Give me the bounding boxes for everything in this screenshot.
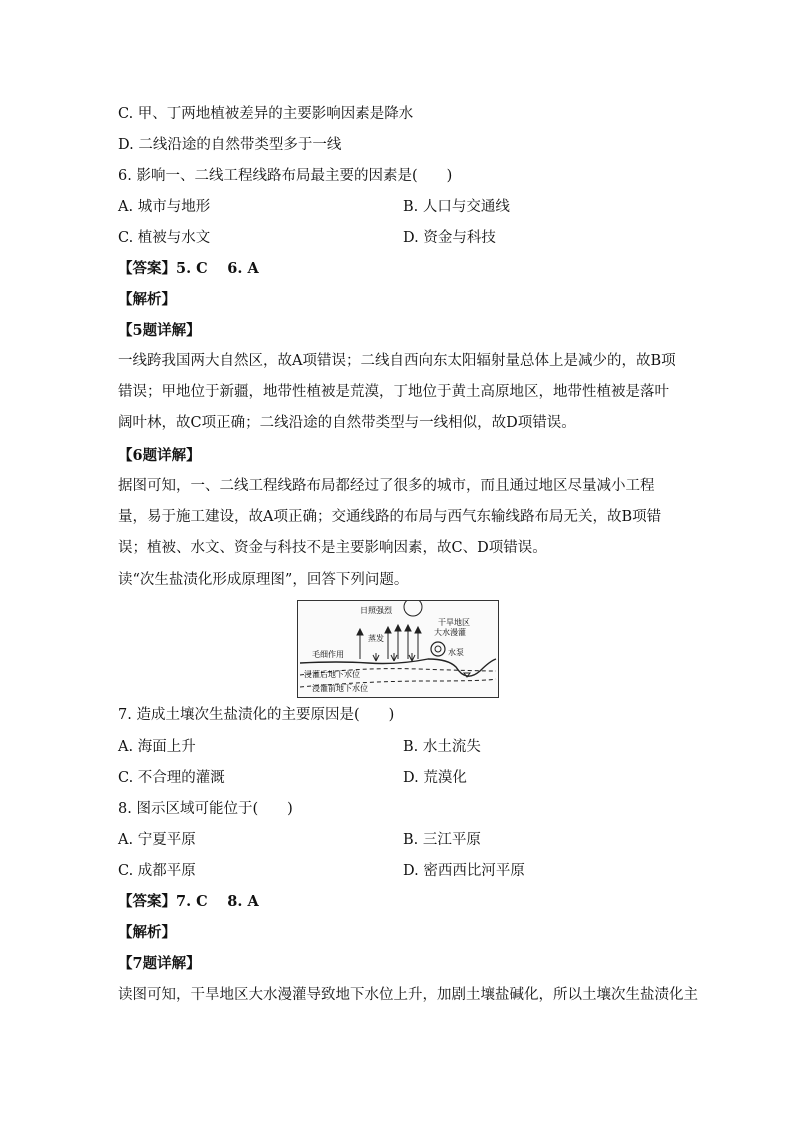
- q8-stem: 8. 图示区域可能位于( ): [118, 801, 293, 817]
- q5-option-c: C. 甲、丁两地植被差异的主要影响因素是降水: [118, 106, 414, 122]
- q7-option-c: C. 不合理的灌溉: [118, 770, 225, 786]
- q6-option-b: B. 人口与交通线: [403, 199, 510, 215]
- detail-7-heading: 【7题详解】: [118, 955, 201, 972]
- detail-5-text: 一线跨我国两大自然区，故A项错误；二线自西向东太阳辐射量总体上是减少的，故B项错误；甲地位于新疆，地带性植被是荒漠，丁地位于黄土高原地区，地带性植被是落叶阔叶林，故C项正确；二线沿途的自然带类型与一线相似，故D项错误。: [118, 353, 676, 431]
- label-evap: 蒸发: [368, 634, 384, 643]
- label-before: 浸灌前地下水位: [312, 684, 368, 693]
- salinization-diagram-svg: [298, 601, 498, 697]
- label-drought: 干旱地区: [438, 618, 470, 627]
- q8-option-b: B. 三江平原: [403, 832, 481, 848]
- label-after: 浸灌后地下水位: [304, 670, 360, 679]
- q6-option-d: D. 资金与科技: [403, 230, 496, 246]
- q7-option-b: B. 水土流失: [403, 739, 481, 755]
- pump-icon: [431, 642, 445, 656]
- label-capillary: 毛细作用: [312, 650, 344, 659]
- label-flood: 大水漫灌: [434, 628, 466, 637]
- answer-5-6: 【答案】5. C 6. A: [118, 260, 259, 277]
- answer-7-8: 【答案】7. C 8. A: [118, 893, 259, 910]
- crop-icons: [373, 653, 415, 661]
- q7-option-a: A. 海面上升: [118, 739, 196, 755]
- q8-option-a: A. 宁夏平原: [118, 832, 196, 848]
- evaporation-arrows: [357, 625, 421, 659]
- detail-6-text: 据图可知，一、二线工程线路布局都经过了很多的城市，而且通过地区尽量减小工程量，易于施工建设，故A项正确；交通线路的布局与西气东输线路布局无关，故B项错误；植被、水文、资金与科技不是主要影响因素，故C、D项错误。: [118, 478, 662, 556]
- q8-option-c: C. 成都平原: [118, 863, 196, 879]
- detail-5-heading: 【5题详解】: [118, 322, 201, 339]
- q6-option-a: A. 城市与地形: [118, 199, 211, 215]
- salinization-diagram: [297, 600, 499, 698]
- detail-6-heading: 【6题详解】: [118, 447, 201, 464]
- label-pump: 水泵: [448, 648, 464, 657]
- pump-inner-icon: [435, 646, 441, 652]
- analysis-label: 【解析】: [118, 291, 176, 308]
- intro-7-8: 读“次生盐渍化形成原理图”，回答下列问题。: [118, 572, 409, 588]
- q6-option-c: C. 植被与水文: [118, 230, 211, 246]
- q6-stem: 6. 影响一、二线工程线路布局最主要的因素是( ): [118, 168, 453, 184]
- label-sun: 日照强烈: [360, 606, 392, 615]
- q5-option-d: D. 二线沿途的自然带类型多于一线: [118, 137, 342, 153]
- q8-option-d: D. 密西西比河平原: [403, 863, 525, 879]
- q7-stem: 7. 造成土壤次生盐渍化的主要原因是( ): [118, 707, 395, 723]
- q7-option-d: D. 荒漠化: [403, 770, 467, 786]
- detail-7-text: 读图可知，干旱地区大水漫灌导致地下水位上升，加剧土壤盐碱化，所以土壤次生盐渍化主: [118, 987, 698, 1003]
- sun-icon: [404, 601, 422, 616]
- analysis-label-2: 【解析】: [118, 924, 176, 941]
